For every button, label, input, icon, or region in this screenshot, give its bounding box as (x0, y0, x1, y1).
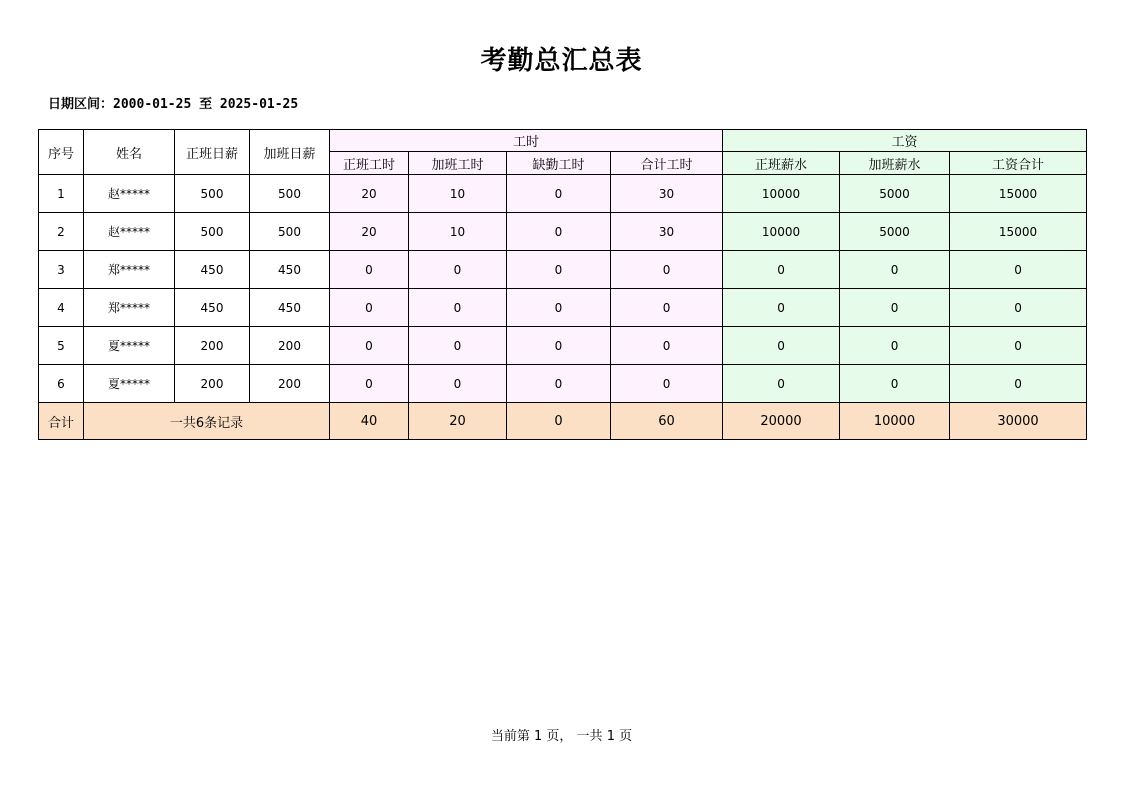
cell-regular-hours: 20 (330, 213, 409, 251)
cell-overtime-pay: 0 (840, 365, 950, 403)
cell-overtime-daily: 200 (250, 365, 330, 403)
total-regular-hours: 40 (330, 403, 409, 440)
cell-overtime-hours: 0 (409, 289, 507, 327)
cell-regular-pay: 0 (723, 289, 840, 327)
cell-wage-total: 0 (950, 365, 1087, 403)
cell-overtime-daily: 450 (250, 251, 330, 289)
cell-overtime-pay: 5000 (840, 213, 950, 251)
total-wage-total: 30000 (950, 403, 1087, 440)
header-seq: 序号 (39, 130, 84, 175)
header-name: 姓名 (84, 130, 175, 175)
cell-regular-pay: 0 (723, 251, 840, 289)
cell-absence-hours: 0 (507, 289, 611, 327)
table-row (39, 327, 1087, 365)
cell-regular-daily: 500 (175, 175, 250, 213)
table-body (39, 130, 1087, 440)
cell-seq: 1 (39, 175, 84, 213)
cell-overtime-hours: 10 (409, 213, 507, 251)
total-total-hours: 60 (611, 403, 723, 440)
table-row (39, 251, 1087, 289)
cell-seq: 5 (39, 327, 84, 365)
attendance-summary-table (38, 129, 1087, 440)
table-row (39, 175, 1087, 213)
total-overtime-hours: 20 (409, 403, 507, 440)
total-row (39, 403, 1087, 440)
cell-overtime-hours: 0 (409, 365, 507, 403)
cell-seq: 2 (39, 213, 84, 251)
cell-wage-total: 15000 (950, 175, 1087, 213)
date-range (48, 93, 298, 112)
cell-seq: 6 (39, 365, 84, 403)
cell-regular-hours: 0 (330, 251, 409, 289)
date-range-label: 日期区间： (48, 97, 114, 112)
cell-overtime-pay: 0 (840, 251, 950, 289)
header-absence-hours: 缺勤工时 (507, 152, 611, 175)
header-overtime-daily: 加班日薪 (250, 130, 330, 175)
cell-overtime-pay: 5000 (840, 175, 950, 213)
cell-regular-pay: 0 (723, 327, 840, 365)
header-regular-hours: 正班工时 (330, 152, 409, 175)
cell-name: 夏***** (84, 365, 175, 403)
header-wage-total: 工资合计 (950, 152, 1087, 175)
total-absence-hours: 0 (507, 403, 611, 440)
cell-total-hours: 0 (611, 251, 723, 289)
cell-overtime-pay: 0 (840, 327, 950, 365)
cell-overtime-pay: 0 (840, 289, 950, 327)
header-row-group (39, 130, 1087, 152)
cell-name: 赵***** (84, 175, 175, 213)
cell-regular-daily: 450 (175, 289, 250, 327)
header-wage-group: 工资 (723, 130, 1087, 152)
cell-total-hours: 0 (611, 327, 723, 365)
cell-regular-hours: 0 (330, 365, 409, 403)
cell-name: 夏***** (84, 327, 175, 365)
cell-absence-hours: 0 (507, 327, 611, 365)
cell-name: 郑***** (84, 251, 175, 289)
cell-total-hours: 0 (611, 289, 723, 327)
cell-absence-hours: 0 (507, 213, 611, 251)
cell-name: 赵***** (84, 213, 175, 251)
cell-regular-daily: 450 (175, 251, 250, 289)
header-overtime-hours: 加班工时 (409, 152, 507, 175)
date-range-value: 2000-01-25 至 2025-01-25 (113, 97, 299, 112)
cell-regular-pay: 0 (723, 365, 840, 403)
header-regular-pay: 正班薪水 (723, 152, 840, 175)
cell-regular-daily: 200 (175, 327, 250, 365)
table-row (39, 365, 1087, 403)
cell-seq: 3 (39, 251, 84, 289)
cell-absence-hours: 0 (507, 251, 611, 289)
cell-regular-daily: 200 (175, 365, 250, 403)
cell-wage-total: 0 (950, 327, 1087, 365)
total-overtime-pay: 10000 (840, 403, 950, 440)
header-overtime-pay: 加班薪水 (840, 152, 950, 175)
cell-total-hours: 30 (611, 213, 723, 251)
header-total-hours: 合计工时 (611, 152, 723, 175)
total-records: 一共6条记录 (84, 403, 330, 440)
cell-seq: 4 (39, 289, 84, 327)
cell-regular-pay: 10000 (723, 213, 840, 251)
cell-overtime-daily: 200 (250, 327, 330, 365)
cell-overtime-hours: 10 (409, 175, 507, 213)
cell-regular-daily: 500 (175, 213, 250, 251)
report-title: 考勤总汇总表 (480, 46, 643, 76)
cell-overtime-hours: 0 (409, 327, 507, 365)
cell-wage-total: 15000 (950, 213, 1087, 251)
total-regular-pay: 20000 (723, 403, 840, 440)
total-label: 合计 (39, 403, 84, 440)
cell-absence-hours: 0 (507, 365, 611, 403)
cell-total-hours: 0 (611, 365, 723, 403)
header-hours-group: 工时 (330, 130, 723, 152)
cell-wage-total: 0 (950, 289, 1087, 327)
cell-wage-total: 0 (950, 251, 1087, 289)
cell-overtime-daily: 450 (250, 289, 330, 327)
cell-name: 郑***** (84, 289, 175, 327)
cell-regular-hours: 20 (330, 175, 409, 213)
page-indicator: 当前第 1 页， 一共 1 页 (490, 729, 633, 744)
table-row (39, 289, 1087, 327)
cell-overtime-daily: 500 (250, 175, 330, 213)
cell-overtime-hours: 0 (409, 251, 507, 289)
cell-regular-hours: 0 (330, 289, 409, 327)
cell-absence-hours: 0 (507, 175, 611, 213)
cell-regular-pay: 10000 (723, 175, 840, 213)
cell-total-hours: 30 (611, 175, 723, 213)
table-row (39, 213, 1087, 251)
cell-overtime-daily: 500 (250, 213, 330, 251)
cell-regular-hours: 0 (330, 327, 409, 365)
header-regular-daily: 正班日薪 (175, 130, 250, 175)
